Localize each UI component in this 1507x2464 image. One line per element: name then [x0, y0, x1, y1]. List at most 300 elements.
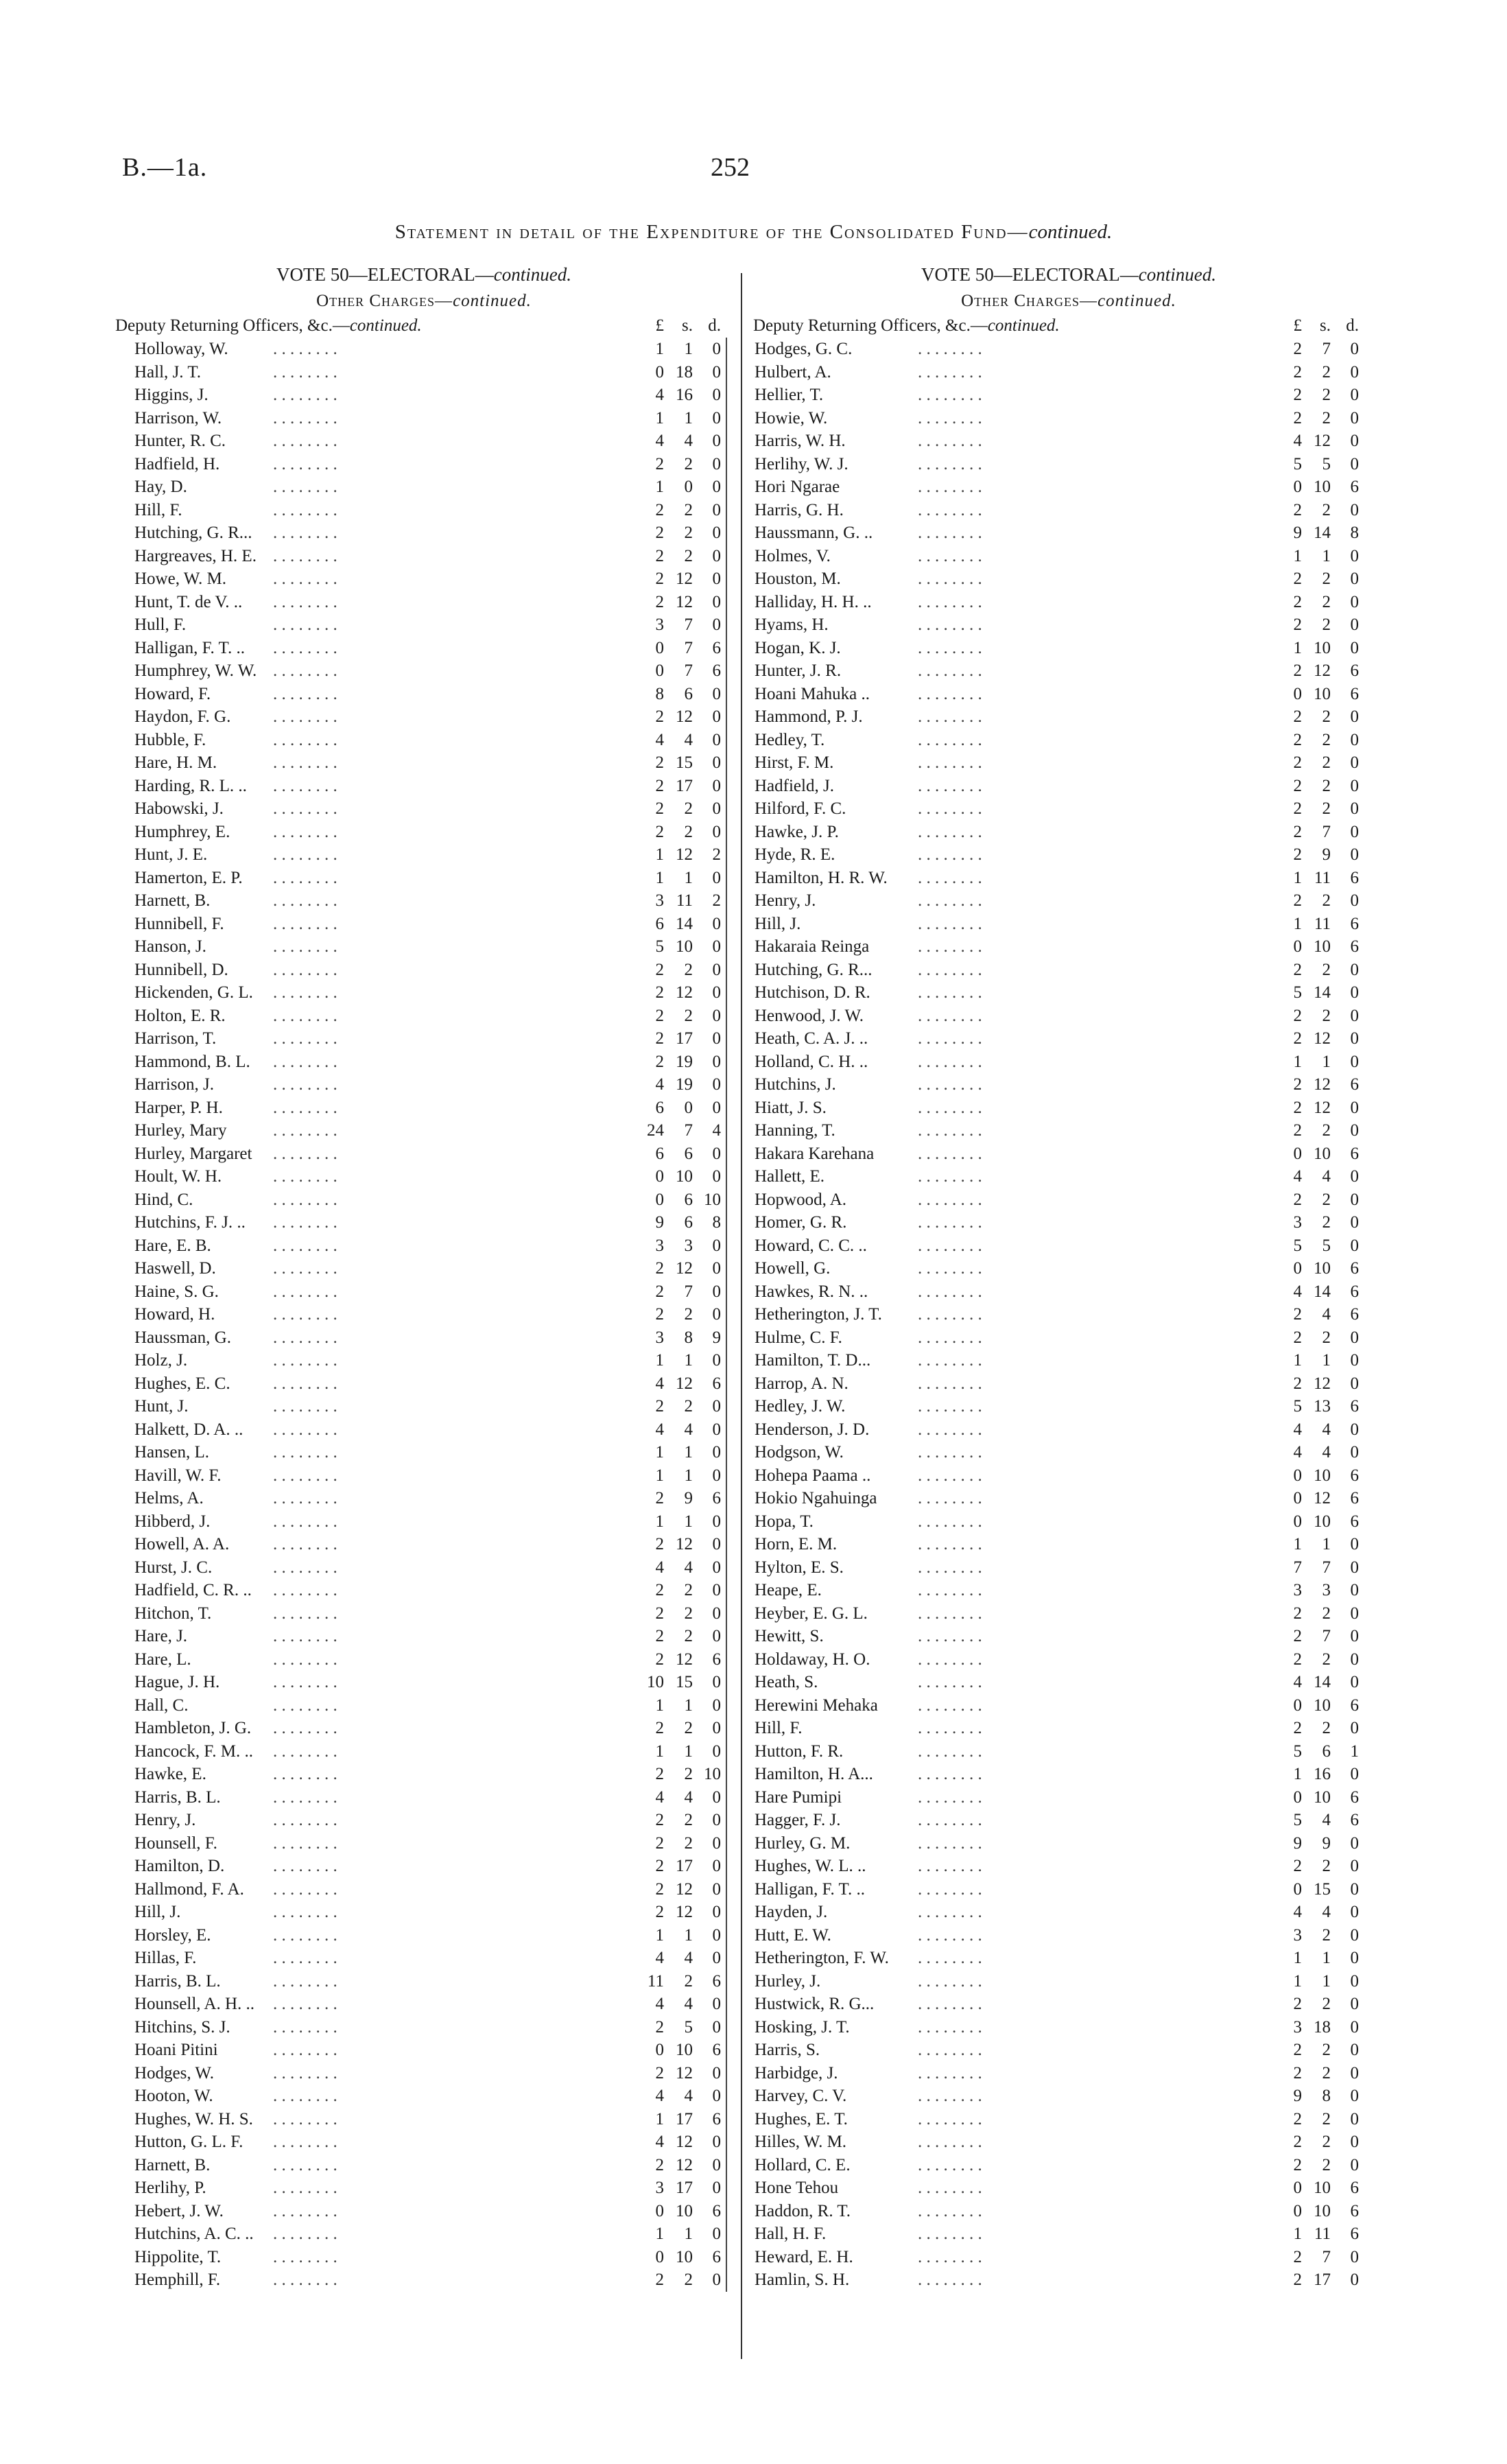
payee-name: Hawke, J. P.	[755, 822, 839, 841]
dot-leader: . . . . . . . .	[273, 1328, 337, 1347]
amount-shillings: 5	[1322, 454, 1331, 473]
dot-leader: . . . . . . . .	[273, 1535, 337, 1553]
payee-name: Hohepa Paama ..	[755, 1466, 871, 1485]
amount-pounds: 2	[1293, 2109, 1302, 2128]
column-rule	[726, 2131, 727, 2154]
amount-shillings: 12	[676, 2133, 693, 2151]
amount-shillings: 2	[1322, 570, 1331, 588]
dot-leader: . . . . . . . .	[918, 362, 982, 382]
dot-leader: . . . . . . . .	[918, 1397, 982, 1416]
dot-leader: . . . . . . . .	[273, 799, 337, 818]
amount-shillings: 19	[676, 1075, 693, 1094]
amount-shillings: 2	[684, 1397, 693, 1416]
table-row	[753, 683, 1384, 706]
table-row	[753, 1648, 1384, 1671]
dot-leader: . . . . . . . .	[273, 891, 337, 910]
column-rule	[726, 1395, 727, 1418]
payee-name: Hughes, W. L. ..	[755, 1857, 866, 1875]
column-rule	[726, 1005, 727, 1028]
amount-pounds: 4	[1293, 432, 1302, 450]
amount-pence: 0	[1350, 1903, 1359, 1921]
amount-pounds: 2	[1293, 408, 1302, 427]
amount-pounds: 2	[1293, 845, 1302, 864]
amount-pounds: 2	[655, 1029, 664, 1048]
amount-pence: 0	[712, 1787, 721, 1807]
amount-pounds: 4	[1293, 1282, 1302, 1301]
table-row	[753, 499, 1384, 522]
pence-header: d.	[1346, 316, 1359, 335]
payee-name: Hurst, J. C.	[134, 1558, 213, 1577]
table-row	[115, 683, 733, 706]
amount-pounds: 2	[1293, 1006, 1302, 1025]
amount-pence: 0	[1350, 1029, 1359, 1048]
amount-pence: 0	[1350, 845, 1359, 864]
column-rule	[726, 2154, 727, 2177]
column-rule	[726, 1901, 727, 1924]
amount-pence: 0	[1350, 1833, 1359, 1853]
payee-name: Hodges, W.	[134, 2063, 214, 2082]
amount-pence: 0	[1350, 1006, 1359, 1025]
amount-shillings: 4	[684, 432, 693, 450]
amount-pence: 0	[1350, 1765, 1359, 1783]
amount-shillings: 4	[684, 2087, 693, 2105]
vote-continued: continued.	[493, 264, 571, 285]
amount-shillings: 1	[684, 1512, 693, 1531]
right-column	[753, 261, 1384, 2292]
amount-pence: 6	[1350, 1144, 1359, 1163]
column-rule	[726, 1073, 727, 1096]
amount-shillings: 2	[1322, 386, 1331, 404]
payee-name: Hamilton, H. R. W.	[755, 868, 888, 887]
amount-shillings: 14	[1314, 524, 1331, 542]
payee-name: Hughes, W. H. S.	[134, 2109, 253, 2128]
dot-leader: . . . . . . . .	[918, 1903, 982, 1921]
dot-leader: . . . . . . . .	[273, 340, 337, 358]
dot-leader: . . . . . . . .	[918, 1144, 982, 1163]
amount-shillings: 2	[1322, 1857, 1331, 1875]
amount-pence: 0	[712, 1098, 721, 1117]
payee-name: Haine, S. G.	[134, 1282, 219, 1301]
dot-leader: . . . . . . . .	[273, 1282, 337, 1301]
dot-leader: . . . . . . . .	[273, 1006, 337, 1025]
dot-leader: . . . . . . . .	[273, 1052, 337, 1071]
amount-shillings: 4	[1322, 1167, 1331, 1186]
amount-pence: 0	[1350, 340, 1359, 358]
amount-pounds: 2	[655, 2063, 664, 2082]
amount-shillings: 4	[1322, 1443, 1331, 1462]
dot-leader: . . . . . . . .	[918, 1719, 982, 1737]
amount-pounds: 0	[655, 2041, 664, 2059]
table-row	[115, 499, 733, 522]
amount-pence: 6	[712, 2041, 721, 2059]
amount-pence: 0	[1350, 408, 1359, 427]
payee-name: Haydon, F. G.	[134, 707, 231, 726]
payee-name: Hopa, T.	[755, 1512, 814, 1531]
amount-pence: 0	[1350, 2087, 1359, 2105]
table-row	[115, 1142, 733, 1166]
amount-pounds: 5	[1293, 1741, 1302, 1761]
amount-shillings: 10	[1314, 1696, 1331, 1715]
payee-name: Hunt, J. E.	[134, 845, 208, 864]
dot-leader: . . . . . . . .	[273, 408, 337, 427]
payee-name: Hutton, G. L. F.	[134, 2133, 244, 2151]
amount-pounds: 2	[655, 1259, 664, 1278]
amount-shillings: 12	[676, 1374, 693, 1393]
table-row	[115, 384, 733, 407]
column-rule	[726, 1533, 727, 1556]
payee-name: Horsley, E.	[134, 1925, 211, 1945]
table-row	[115, 1832, 733, 1855]
amount-pounds: 2	[1293, 776, 1302, 795]
payee-name: Hoult, W. H.	[134, 1167, 222, 1186]
payee-name: Harrop, A. N.	[755, 1374, 849, 1393]
table-row	[753, 1119, 1384, 1142]
column-rule	[726, 1096, 727, 1120]
table-row	[753, 1142, 1384, 1166]
section-heading	[753, 314, 1060, 338]
dot-leader: . . . . . . . .	[273, 1971, 337, 1991]
payee-name: Hitchins, S. J.	[134, 2017, 230, 2037]
payee-name: Howell, A. A.	[134, 1535, 230, 1553]
amount-pence: 0	[712, 340, 721, 358]
amount-pounds: 1	[655, 478, 664, 496]
amount-pence: 0	[1350, 1098, 1359, 1117]
amount-pence: 0	[712, 1604, 721, 1623]
amount-shillings: 7	[684, 661, 693, 680]
table-row	[753, 1556, 1384, 1580]
dot-leader: . . . . . . . .	[273, 937, 337, 956]
amount-pounds: 3	[655, 1236, 664, 1255]
amount-pence: 0	[712, 1719, 721, 1737]
amount-pence: 0	[1350, 1443, 1359, 1462]
amount-shillings: 1	[684, 1925, 693, 1945]
dot-leader: . . . . . . . .	[273, 1833, 337, 1853]
column-rule	[726, 1349, 727, 1372]
table-row	[753, 545, 1384, 568]
amount-pounds: 1	[1293, 546, 1302, 565]
column-rule	[726, 1694, 727, 1717]
payee-name: Hurley, Margaret	[134, 1144, 252, 1163]
payee-name: Harrison, W.	[134, 408, 222, 427]
table-row	[115, 843, 733, 867]
amount-shillings: 7	[1322, 822, 1331, 841]
amount-pounds: 0	[1293, 478, 1302, 496]
column-rule	[726, 1119, 727, 1142]
table-row	[753, 2039, 1384, 2062]
dot-leader: . . . . . . . .	[918, 1167, 982, 1186]
amount-pounds: 3	[655, 1328, 664, 1347]
column-rule	[726, 1970, 727, 1993]
amount-shillings: 2	[1322, 730, 1331, 749]
amount-pounds: 5	[1293, 1811, 1302, 1829]
payee-name: Hori Ngarae	[755, 478, 840, 496]
payee-name: Hamilton, D.	[134, 1857, 225, 1875]
amount-shillings: 12	[676, 2063, 693, 2082]
table-row	[115, 913, 733, 936]
payee-name: Hutchison, D. R.	[755, 983, 870, 1002]
amount-pounds: 2	[1293, 2133, 1302, 2151]
amount-pounds: 9	[1293, 1833, 1302, 1853]
amount-pounds: 2	[1293, 1190, 1302, 1209]
dot-leader: . . . . . . . .	[273, 1879, 337, 1899]
table-row	[115, 1533, 733, 1556]
table-row	[115, 1740, 733, 1763]
payee-name: Hippolite, T.	[134, 2247, 222, 2266]
payee-name: Hutchins, J.	[755, 1075, 836, 1094]
table-row	[115, 1809, 733, 1832]
amount-pounds: 2	[655, 960, 664, 979]
amount-pounds: 2	[1293, 1995, 1302, 2013]
payee-name: Hirst, F. M.	[755, 753, 834, 772]
dot-leader: . . . . . . . .	[273, 638, 337, 657]
column-rule	[726, 1188, 727, 1212]
amount-pence: 0	[1350, 1879, 1359, 1899]
amount-pence: 4	[712, 1121, 721, 1140]
amount-shillings: 12	[1314, 1489, 1331, 1507]
column-divider	[741, 273, 742, 2359]
payee-name: Harris, S.	[755, 2041, 820, 2059]
dot-leader: . . . . . . . .	[273, 1374, 337, 1393]
table-row	[115, 2085, 733, 2108]
column-rule	[726, 453, 727, 476]
amount-pounds: 1	[1293, 638, 1302, 657]
dot-leader: . . . . . . . .	[918, 1259, 982, 1278]
dot-leader: . . . . . . . .	[918, 1949, 982, 1967]
dot-leader: . . . . . . . .	[273, 1811, 337, 1829]
amount-pounds: 6	[655, 914, 664, 933]
payee-name: Hulbert, A.	[755, 362, 831, 382]
column-rule	[726, 751, 727, 775]
amount-shillings: 2	[684, 2271, 693, 2289]
amount-pence: 0	[1350, 2063, 1359, 2082]
payee-name: Hounsell, A. H. ..	[134, 1995, 254, 2013]
amount-pounds: 2	[1293, 1650, 1302, 1669]
amount-pence: 0	[712, 1144, 721, 1163]
amount-pence: 0	[712, 1811, 721, 1829]
table-row	[115, 2222, 733, 2246]
payee-name: Hague, J. H.	[134, 1673, 220, 1691]
dot-leader: . . . . . . . .	[918, 1765, 982, 1783]
amount-shillings: 12	[676, 1879, 693, 1899]
table-row	[753, 1809, 1384, 1832]
dot-leader: . . . . . . . .	[273, 753, 337, 772]
payee-name: Hadfield, C. R. ..	[134, 1581, 252, 1599]
amount-pounds: 2	[655, 2271, 664, 2289]
amount-pence: 0	[712, 1420, 721, 1439]
amount-pence: 0	[1350, 960, 1359, 979]
dot-leader: . . . . . . . .	[273, 1236, 337, 1255]
payee-name: Hall, J. T.	[134, 362, 201, 382]
amount-pence: 0	[712, 1029, 721, 1048]
dot-leader: . . . . . . . .	[273, 1741, 337, 1761]
amount-pence: 6	[712, 661, 721, 680]
table-row	[115, 1970, 733, 1993]
payee-name: Hodges, G. C.	[755, 340, 853, 358]
dot-leader: . . . . . . . .	[918, 1833, 982, 1853]
amount-shillings: 12	[676, 1259, 693, 1278]
dot-leader: . . . . . . . .	[918, 1489, 982, 1507]
amount-pence: 0	[712, 1949, 721, 1967]
amount-pence: 0	[1350, 1673, 1359, 1691]
amount-shillings: 1	[1322, 1971, 1331, 1991]
amount-shillings: 17	[676, 2179, 693, 2197]
payee-name: Hare, J.	[134, 1627, 188, 1645]
amount-shillings: 7	[684, 1121, 693, 1140]
amount-pounds: 0	[655, 1167, 664, 1186]
amount-shillings: 2	[684, 524, 693, 542]
table-row	[753, 1855, 1384, 1878]
left-column	[115, 261, 733, 2292]
dot-leader: . . . . . . . .	[918, 2247, 982, 2266]
dot-leader: . . . . . . . .	[918, 1029, 982, 1048]
table-row	[115, 476, 733, 499]
amount-pounds: 4	[655, 1787, 664, 1807]
amount-pence: 6	[1350, 868, 1359, 887]
column-rule	[726, 613, 727, 637]
amount-shillings: 2	[684, 500, 693, 519]
amount-shillings: 10	[1314, 1259, 1331, 1278]
amount-pence: 0	[712, 868, 721, 887]
amount-pence: 0	[712, 1879, 721, 1899]
amount-shillings: 2	[1322, 1213, 1331, 1232]
amount-pence: 0	[712, 707, 721, 726]
amount-pounds: 2	[655, 1811, 664, 1829]
payee-name: Hagger, F. J.	[755, 1811, 841, 1829]
amount-pence: 6	[1350, 1075, 1359, 1094]
amount-pounds: 4	[655, 2133, 664, 2151]
amount-pence: 0	[712, 408, 721, 427]
payee-name: Havill, W. F.	[134, 1466, 222, 1485]
amount-pounds: 2	[655, 1833, 664, 1853]
payee-name: Helms, A.	[134, 1489, 204, 1507]
amount-shillings: 7	[684, 615, 693, 634]
payee-name: Hakaraia Reinga	[755, 937, 870, 956]
dot-leader: . . . . . . . .	[918, 1696, 982, 1715]
dot-leader: . . . . . . . .	[273, 868, 337, 887]
table-row	[115, 613, 733, 637]
payee-name: Hanson, J.	[134, 937, 206, 956]
amount-pounds: 2	[1293, 1719, 1302, 1737]
section-continued: continued.	[987, 316, 1060, 335]
table-row	[753, 591, 1384, 614]
amount-pounds: 3	[1293, 1213, 1302, 1232]
dot-leader: . . . . . . . .	[273, 2041, 337, 2059]
payee-name: Herlihy, P.	[134, 2179, 206, 2197]
amount-pence: 0	[712, 592, 721, 611]
dot-leader: . . . . . . . .	[918, 1741, 982, 1761]
dot-leader: . . . . . . . .	[918, 1052, 982, 1071]
dot-leader: . . . . . . . .	[273, 1259, 337, 1278]
payee-name: Hunter, R. C.	[134, 432, 226, 450]
dot-leader: . . . . . . . .	[918, 1075, 982, 1094]
amount-pounds: 0	[1293, 1696, 1302, 1715]
payee-name: Harris, B. L.	[134, 1787, 221, 1807]
amount-shillings: 0	[684, 1098, 693, 1117]
payee-name: Hill, F.	[134, 500, 182, 519]
amount-pence: 0	[1350, 2155, 1359, 2174]
table-row	[753, 567, 1384, 591]
amount-pounds: 0	[655, 661, 664, 680]
amount-pence: 0	[1350, 1052, 1359, 1071]
table-row	[753, 1165, 1384, 1188]
amount-pounds: 0	[1293, 1466, 1302, 1485]
payee-name: Heath, C. A. J. ..	[755, 1029, 868, 1048]
dot-leader: . . . . . . . .	[918, 1558, 982, 1577]
amount-shillings: 2	[684, 1971, 693, 1991]
amount-pounds: 9	[1293, 524, 1302, 542]
table-row	[115, 1005, 733, 1028]
amount-pounds: 2	[1293, 799, 1302, 818]
dot-leader: . . . . . . . .	[918, 707, 982, 726]
table-row	[115, 1096, 733, 1120]
amount-pence: 6	[712, 1650, 721, 1669]
amount-pounds: 0	[655, 362, 664, 382]
payee-name: Hetherington, J. T.	[755, 1305, 882, 1324]
amount-pounds: 4	[655, 1949, 664, 1967]
table-row	[115, 1326, 733, 1350]
dot-leader: . . . . . . . .	[273, 1765, 337, 1783]
amount-pounds: 0	[1293, 1144, 1302, 1163]
payee-name: Hogan, K. J.	[755, 638, 841, 657]
amount-shillings: 2	[1322, 1995, 1331, 2013]
amount-pounds: 2	[655, 1627, 664, 1645]
amount-shillings: 2	[684, 799, 693, 818]
amount-shillings: 2	[684, 960, 693, 979]
amount-shillings: 7	[1322, 340, 1331, 358]
payee-name: Howie, W.	[755, 408, 828, 427]
amount-pence: 0	[712, 1305, 721, 1324]
payee-name: Harrison, J.	[134, 1075, 214, 1094]
amount-pounds: 2	[1293, 2271, 1302, 2289]
charges-continued: continued.	[453, 292, 532, 310]
amount-pounds: 1	[1293, 1351, 1302, 1370]
amount-pence: 0	[712, 776, 721, 795]
payee-name: Hakara Karehana	[755, 1144, 875, 1163]
payee-name: Homer, G. R.	[755, 1213, 847, 1232]
amount-pence: 6	[712, 2109, 721, 2128]
dot-leader: . . . . . . . .	[918, 1236, 982, 1255]
amount-shillings: 2	[1322, 615, 1331, 634]
amount-pence: 1	[1350, 1741, 1359, 1761]
dot-leader: . . . . . . . .	[273, 1581, 337, 1599]
dot-leader: . . . . . . . .	[273, 1029, 337, 1048]
table-row	[115, 1119, 733, 1142]
payee-name: Heape, E.	[755, 1581, 822, 1599]
amount-pence: 6	[1350, 1811, 1359, 1829]
vote-continued: continued.	[1138, 264, 1216, 285]
payee-name: Hokio Ngahuinga	[755, 1489, 877, 1507]
charges-heading	[753, 288, 1384, 314]
amount-pence: 0	[1350, 1971, 1359, 1991]
amount-pounds: 8	[655, 684, 664, 703]
amount-pounds: 0	[1293, 1489, 1302, 1507]
column-rule	[726, 659, 727, 683]
amount-pounds: 3	[655, 2179, 664, 2197]
dot-leader: . . . . . . . .	[273, 2109, 337, 2128]
dot-leader: . . . . . . . .	[273, 478, 337, 496]
payee-name: Hutton, F. R.	[755, 1741, 844, 1761]
amount-pence: 0	[1350, 386, 1359, 404]
amount-shillings: 5	[1322, 1236, 1331, 1255]
table-row	[115, 2131, 733, 2154]
amount-pounds: 3	[1293, 1925, 1302, 1945]
payee-name: Hare Pumipi	[755, 1787, 842, 1807]
table-row	[753, 843, 1384, 867]
table-row	[115, 1625, 733, 1648]
amount-pence: 0	[712, 960, 721, 979]
charges-label: Other Charges—	[961, 292, 1098, 310]
amount-pence: 0	[712, 1833, 721, 1853]
